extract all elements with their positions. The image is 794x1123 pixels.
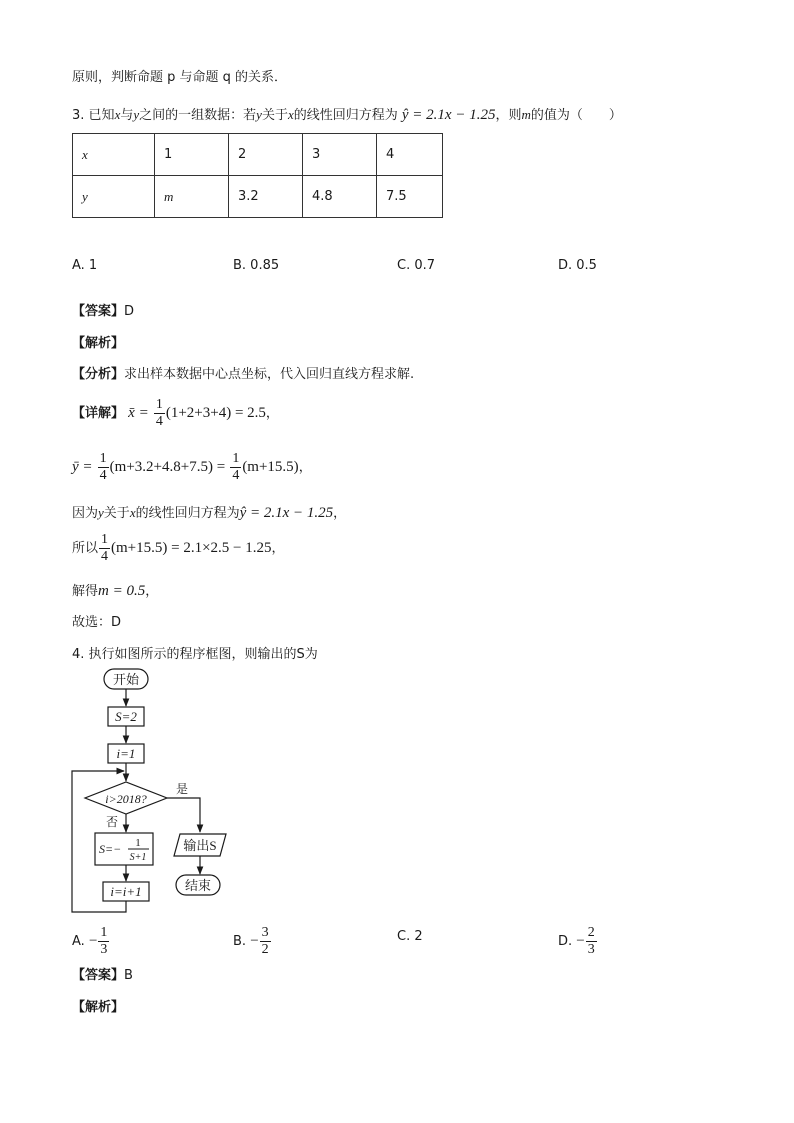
q3-option-b: B. 0.85 bbox=[233, 258, 280, 273]
yes-label: 是 bbox=[176, 782, 189, 796]
math-expr: (m+15.5) = 2.1×2.5 − 1.25 bbox=[111, 540, 272, 556]
frac-num: 1 bbox=[100, 925, 108, 940]
table-cell: 4 bbox=[377, 134, 443, 176]
q3-var-x: x bbox=[114, 107, 121, 122]
q3-text-g: 的值为（ ） bbox=[530, 108, 622, 123]
punct: ， bbox=[333, 506, 347, 521]
no-label: 否 bbox=[106, 815, 119, 829]
table-cell: x bbox=[73, 134, 155, 176]
frac-num: 3 bbox=[261, 925, 269, 940]
analysis-tag: 【解析】 bbox=[72, 1000, 125, 1015]
frac-num: 1 bbox=[232, 451, 240, 466]
xiangjie-tag: 【详解】 bbox=[72, 406, 125, 421]
question-3-number: 3. bbox=[72, 108, 85, 123]
q3-var-m: m bbox=[521, 107, 531, 122]
start-label: 开始 bbox=[112, 672, 140, 687]
option-value: 2 bbox=[414, 929, 423, 944]
q3-text-f: ，则 bbox=[495, 108, 522, 123]
intro-line: 原则，判断命题 p 与命题 q 的关系． bbox=[72, 70, 288, 85]
q3-text-e: 的线性回归方程为 bbox=[293, 108, 398, 123]
q3-option-d: D. 0.5 bbox=[558, 258, 597, 273]
text: 的线性回归方程为 bbox=[135, 506, 240, 521]
q3-text-c: 之间的一组数据：若 bbox=[139, 108, 257, 123]
frac-den: 4 bbox=[155, 414, 163, 429]
punct: ， bbox=[265, 406, 279, 421]
math-expr: ȳ = bbox=[72, 459, 93, 475]
text: 所以 bbox=[72, 541, 99, 556]
frac-den: 4 bbox=[232, 468, 240, 483]
table-cell: 4.8 bbox=[303, 176, 377, 218]
table-cell: 2 bbox=[229, 134, 303, 176]
punct: ， bbox=[271, 541, 285, 556]
question-4-number: 4. bbox=[72, 647, 85, 662]
answer-value: B bbox=[124, 968, 133, 983]
q3-var-x-2: x bbox=[287, 107, 294, 122]
frac-den: 2 bbox=[261, 942, 269, 957]
analysis-tag: 【解析】 bbox=[72, 336, 125, 351]
math-expr: (m+3.2+4.8+7.5) = bbox=[109, 459, 226, 475]
frac-num: 1 bbox=[155, 397, 163, 412]
q4-option-a bbox=[72, 925, 110, 958]
answer-value: D bbox=[124, 304, 135, 319]
table-cell: 1 bbox=[155, 134, 229, 176]
text: 解得 bbox=[72, 584, 99, 599]
text: 因为 bbox=[72, 506, 99, 521]
assign-s-lhs: S=− bbox=[99, 842, 122, 856]
solution-line-6: 故选：D bbox=[72, 615, 122, 630]
option-label: A. bbox=[72, 934, 85, 949]
answer-tag: 【答案】 bbox=[72, 968, 125, 983]
table-cell: m bbox=[155, 176, 229, 218]
fraction bbox=[586, 925, 597, 958]
fraction bbox=[98, 925, 109, 958]
math-expr: ŷ = 2.1x − 1.25 bbox=[239, 505, 334, 521]
punct: ， bbox=[298, 460, 312, 475]
text: 关于 bbox=[103, 506, 130, 521]
q3-text-d: 关于 bbox=[261, 108, 288, 123]
assign-s-den: S+1 bbox=[129, 852, 147, 863]
end-label: 结束 bbox=[184, 878, 212, 893]
frac-den: 3 bbox=[100, 942, 108, 957]
fenxi-tag: 【分析】 bbox=[72, 367, 125, 382]
q4-answer bbox=[72, 964, 133, 983]
punct: ， bbox=[145, 584, 159, 599]
cond-label: i>2018? bbox=[105, 792, 147, 806]
frac-num: 2 bbox=[587, 925, 595, 940]
math-expr: (m+15.5) bbox=[242, 459, 299, 475]
q4-option-d bbox=[558, 925, 598, 958]
option-sign: − bbox=[576, 933, 585, 949]
frac-num: 1 bbox=[101, 532, 109, 547]
init-s-label: S=2 bbox=[115, 709, 137, 724]
q3-var-y: y bbox=[98, 505, 104, 520]
q3-var-y: y bbox=[133, 107, 140, 122]
q3-text-b: 与 bbox=[120, 108, 134, 123]
table-cell: 7.5 bbox=[377, 176, 443, 218]
math-expr: x̄ = bbox=[128, 405, 149, 421]
answer-tag: 【答案】 bbox=[72, 304, 125, 319]
fenxi-text: 求出样本数据中心点坐标，代入回归直线方程求解. bbox=[124, 367, 415, 382]
q3-option-c: C. 0.7 bbox=[397, 258, 436, 273]
assign-s-num: 1 bbox=[135, 837, 141, 849]
option-sign: − bbox=[250, 933, 259, 949]
fraction bbox=[260, 925, 271, 958]
q3-text-a: 已知 bbox=[88, 108, 115, 123]
math-expr: (1+2+3+4) = 2.5 bbox=[165, 405, 266, 421]
table-cell: y bbox=[73, 176, 155, 218]
option-label: B. bbox=[233, 934, 247, 949]
math-expr: m = 0.5 bbox=[98, 583, 146, 599]
output-label: 输出S bbox=[183, 838, 217, 853]
frac-den: 4 bbox=[99, 468, 107, 483]
frac-den: 3 bbox=[587, 942, 595, 957]
q3-equation: ŷ = 2.1x − 1.25 bbox=[401, 107, 496, 123]
q3-var-x: x bbox=[129, 505, 136, 520]
question-4-text: 执行如图所示的程序框图，则输出的S为 bbox=[88, 647, 318, 662]
option-label: C. bbox=[397, 929, 411, 944]
option-label: D. bbox=[558, 934, 573, 949]
q4-option-b bbox=[233, 925, 272, 958]
frac-num: 1 bbox=[99, 451, 107, 466]
table-cell: 3 bbox=[303, 134, 377, 176]
option-sign: − bbox=[88, 933, 98, 949]
frac-den: 4 bbox=[101, 549, 109, 564]
init-i-label: i=1 bbox=[116, 746, 136, 761]
q3-var-y-2: y bbox=[256, 107, 262, 122]
table-cell: 3.2 bbox=[229, 176, 303, 218]
increment-label: i=i+1 bbox=[110, 884, 142, 899]
q4-option-c bbox=[397, 929, 423, 944]
q3-option-a: A. 1 bbox=[72, 258, 98, 273]
